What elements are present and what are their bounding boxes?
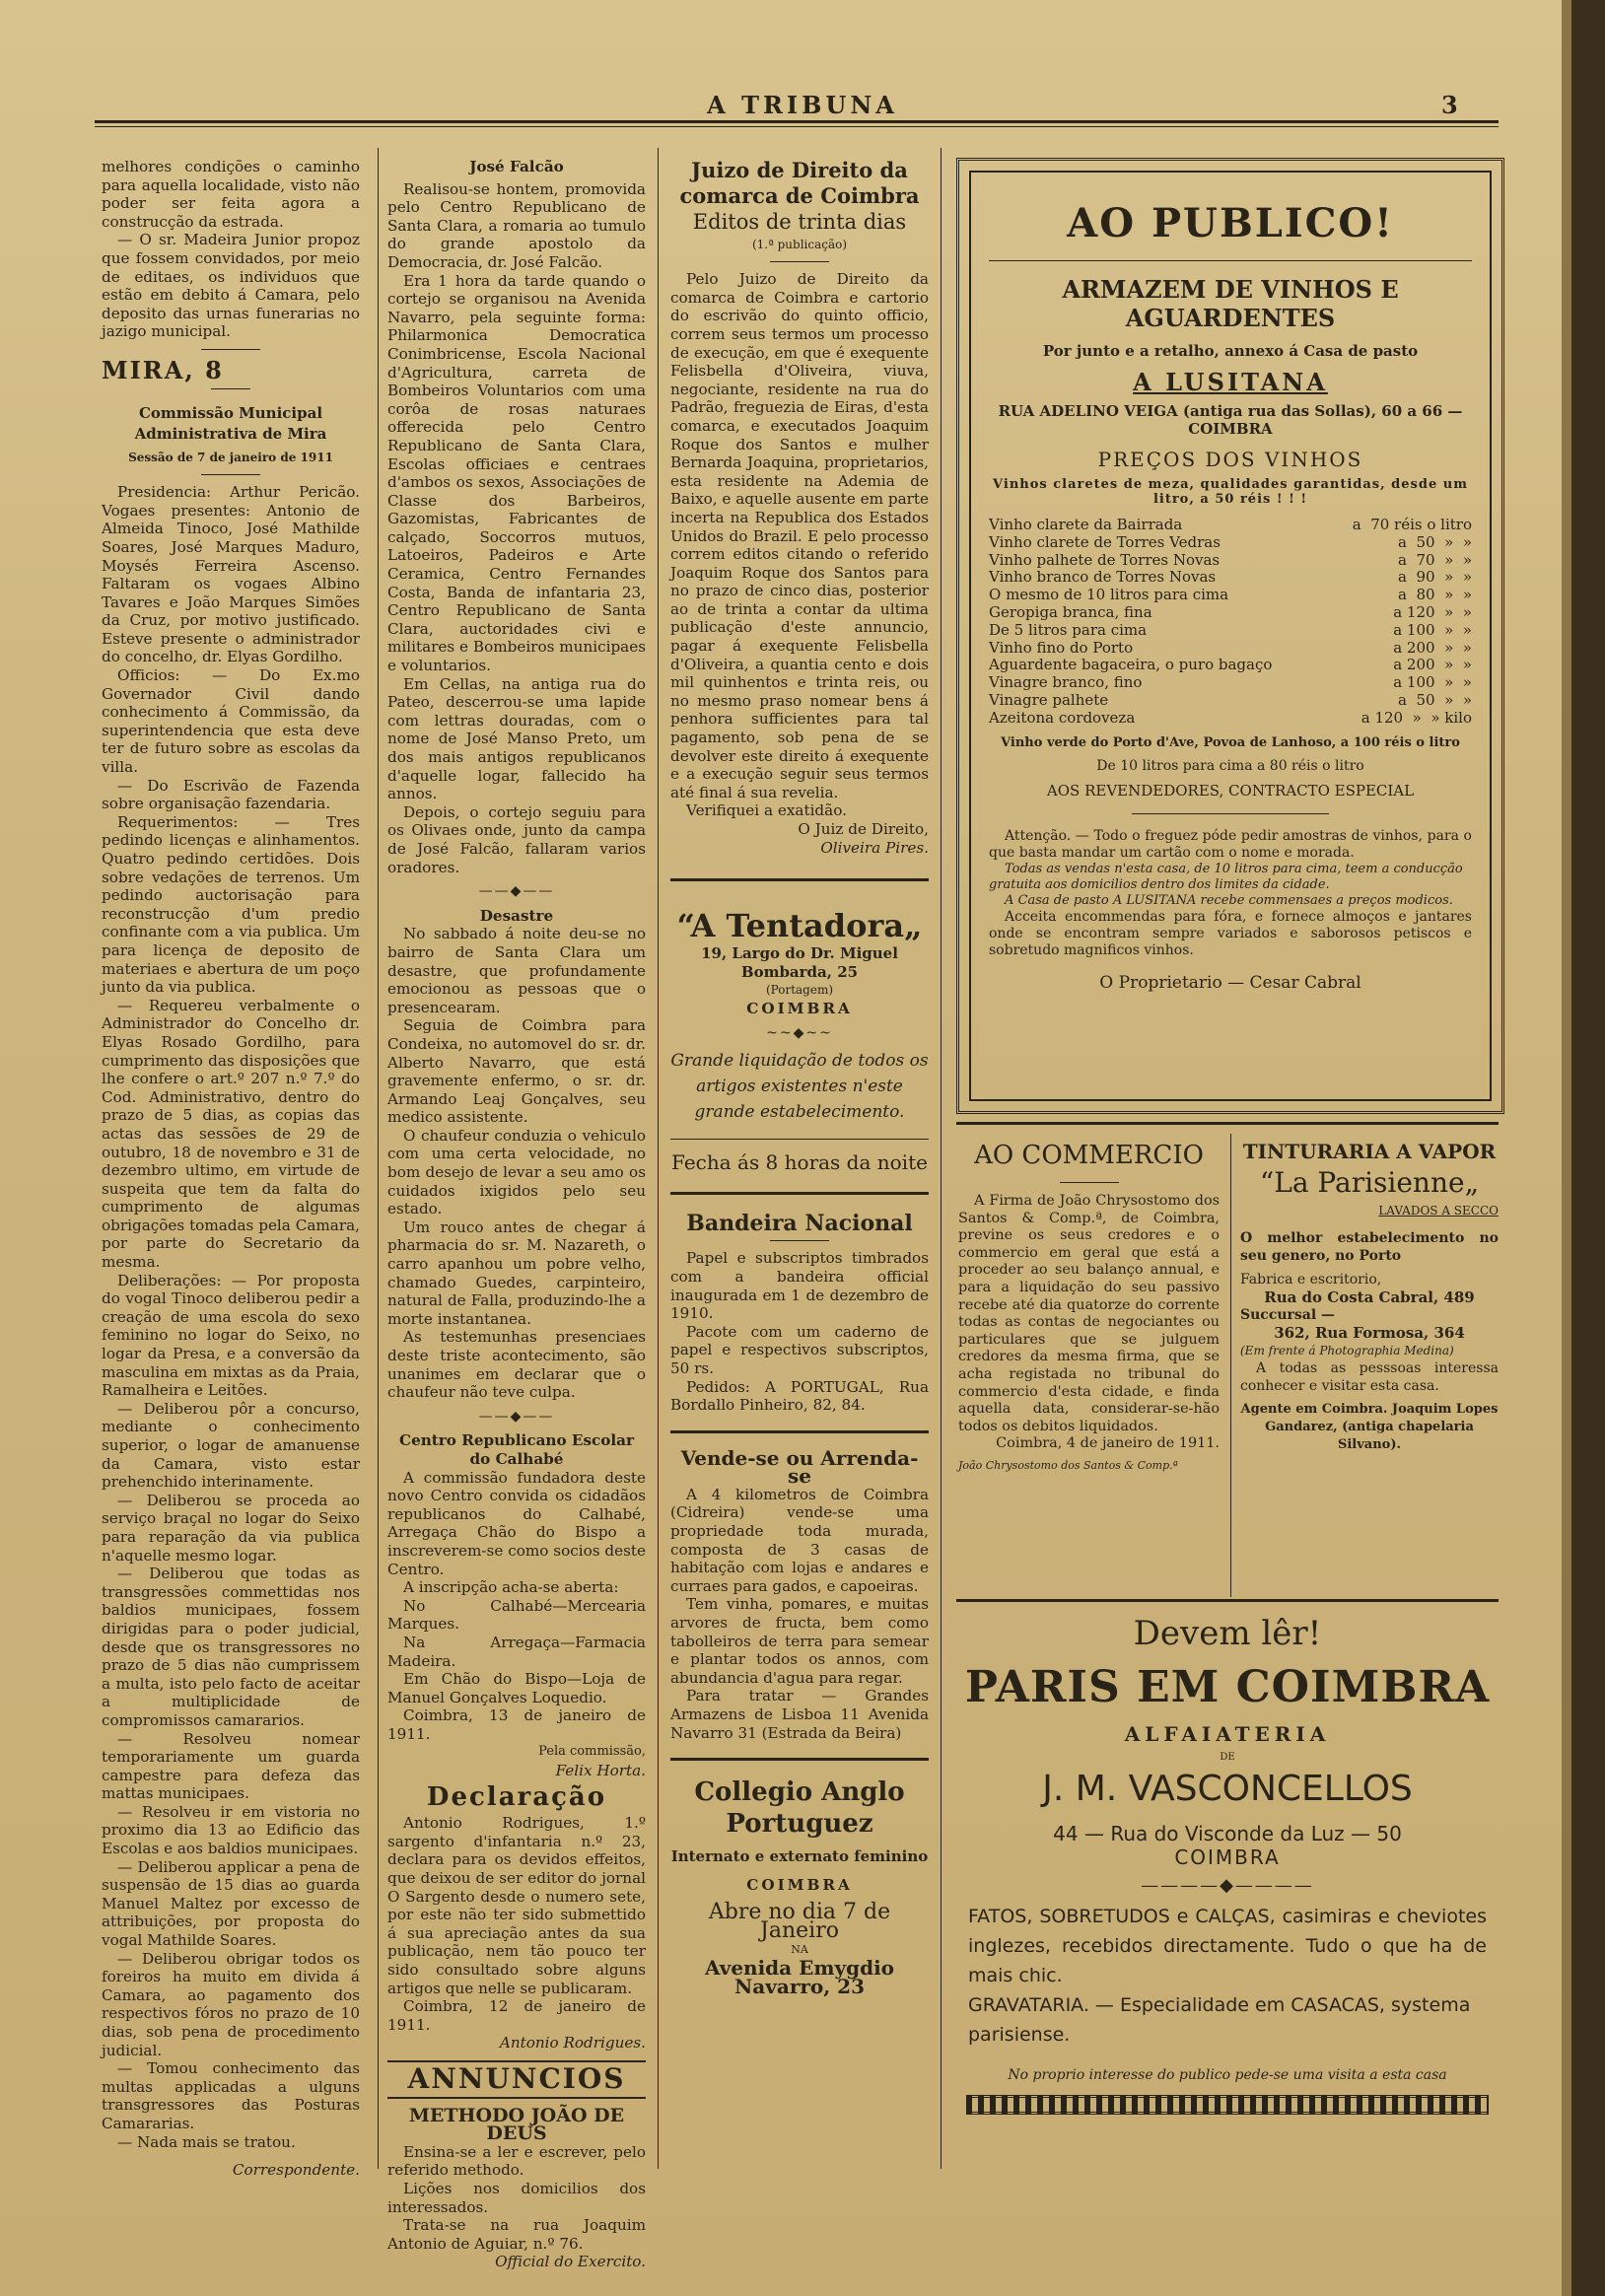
paragraph: As testemunhas presenciaes deste triste acontecimento, são unanimes em declarar que o chaufeur não teve culpa. (387, 1328, 646, 1402)
paragraph: — Deliberou que todas as transgressões commettidas nos baldios municipaes, fossem dirigidas para o poder judicial, desde que os transgressores no prazo de 5 dias não cumprissem a multa, isto pelo facto de aceitar a multiplicidade de compromissos camararios. (102, 1565, 360, 1729)
prices-note: Vinhos claretes de meza, qualidades garantidas, desde um litro, a 50 réis ! ! ! (993, 477, 1468, 507)
paragraph: A todas as pesssoas interessa conhecer e visitar esta casa. (1240, 1360, 1499, 1394)
paragraph: A Casa de pasto A LUSITANA recebe commensaes a preços modicos. (1005, 892, 1453, 908)
ad-subtitle: ARMAZEM DE VINHOS E AGUARDENTES (1062, 275, 1399, 332)
signature: João Chrysostomo dos Santos & Comp.ª (958, 1458, 1178, 1472)
price-value: a 70 réis o litro (1352, 516, 1472, 533)
price-item: Vinho clarete da Bairrada (989, 516, 1183, 533)
signature: Felix Horta. (555, 1762, 646, 1780)
ad-address: Rua do Costa Cabral, 489 (1264, 1288, 1475, 1306)
column-1 (102, 158, 360, 2180)
signature: Official do Exercito. (495, 2253, 646, 2271)
ad-inner-frame (969, 171, 1492, 1101)
ad-text: Fecha ás 8 horas da noite (671, 1150, 928, 1175)
ad-text: Succursal — (1240, 1307, 1336, 1323)
paragraph: Pacote com um caderno de papel e respectivos subscriptos, 50 rs. (670, 1322, 929, 1377)
price-item: Vinho clarete de Torres Vedras (989, 532, 1221, 551)
paragraph: Realisou-se hontem, promovida pelo Centro Republicano de Santa Clara, a romaria ao tumulo do grande apostolo da Democracia, dr. José Falcão. (387, 179, 646, 271)
price-item: O mesmo de 10 litros para cima (989, 586, 1229, 604)
paragraph: Deliberações: — Por proposta do vogal Tinoco deliberou pedir a creação de uma escola do sexo feminino no logar do Seixo, no logar da Presa, e a conversão da masculina em mixtas as da Praia, Ramalheira e Leitões. (102, 1271, 360, 1400)
paragraph: Presidencia: Arthur Pericão. Vogaes presentes: Antonio de Almeida Tinoco, José Mathilde Soares, José Marques Maduro, Moysés Ferreira Ascenso. Faltaram os vogaes Albino Tavares e João Marques Simões da Cruz, por motivo justificado. Esteve presente o administrador do concelho, dr. Elyas Gordilho. (102, 483, 360, 666)
paragraph: Em Cellas, na antiga rua do Pateo, descerrou-se uma lapide com lettras douradas, com o nome de José Manso Preto, um dos mais antigos republicanos d'aquelle logar, fallecido ha annos. (387, 674, 646, 803)
ad-text: LAVADOS A SECCO (1378, 1204, 1499, 1218)
rule (387, 2097, 646, 2099)
price-item: Vinho fino do Porto (989, 638, 1134, 657)
ad-text: NA (791, 1942, 808, 1956)
ad-text: FATOS, SOBRETUDOS e CALÇAS, casimiras e cheviotes inglezes, recebidos directamente. Tudo o que ha de mais chic. (968, 1906, 1487, 1986)
paris-em-coimbra-ad (956, 1612, 1499, 2115)
ad-text: GRAVATARIA. — Especialidade em CASACAS, systema parisiense. (968, 1994, 1471, 2046)
ad-address: 362, Rua Formosa, 364 (1274, 1324, 1465, 1342)
price-row (989, 517, 1472, 534)
paragraph: melhores condições o caminho para aquella localidade, visto não poder ser feita agora a construcção da estrada. (102, 158, 360, 231)
column-rule (378, 148, 379, 2169)
price-item: Aguardente bagaceira, o puro bagaço (989, 656, 1273, 674)
paragraph: Um rouco antes de chegar á pharmacia do sr. M. Nazareth, o carro apanhou um pobre velho, chamado Guedes, carpinteiro, natural de Falla, produzindo-lhe a morte instantanea. (387, 1218, 646, 1328)
paragraph: A Firma de João Chrysostomo dos Santos & Comp.ª, de Coimbra, previne os seus credores e o commercio em geral que está a proceder ao seu balanço annual, e para a liquidação do seu passivo recebe até dia quatorze do corrente todas as contas de negociantes ou particulares que se julguem credores da mesma firma, que se acha registada no tribunal do commercio d'esta cidade, e finda aquella data, considerar-se-hão todos os debitos liquidados. (958, 1193, 1220, 1434)
newspaper-title: A TRIBUNA (707, 91, 898, 119)
paragraph: No sabbado á noite deu-se no bairro de Santa Clara um desastre, que profundamente emocionou as pessoas que o presencearam. (387, 925, 646, 1016)
ornament: ~~◆~~ (766, 1024, 833, 1041)
paragraph: Coimbra, 4 de janeiro de 1911. (996, 1435, 1220, 1452)
ad-line: Por junto e a retalho, annexo á Casa de pasto (1042, 342, 1419, 360)
place-heading: MIRA, 8 (102, 355, 224, 384)
paragraph: Verifiquei a exatidão. (686, 801, 847, 820)
article-heading: Desastre (479, 906, 554, 925)
ad-heading: Vende-se ou Arrenda-se (680, 1445, 919, 1489)
ao-commercio-ad (958, 1139, 1220, 1475)
price-value: a 50 » » (1398, 532, 1472, 551)
ad-text: DE (1220, 1752, 1235, 1763)
paragraph: Era 1 hora da tarde quando o cortejo se organisou na Avenida Navarro, pela seguinte forma: Philarmonica Democratica Conimbricense, Escola Nacional d'Agricultura, carreta de Bombeiros Voluntarios com uma corôa de rosas naturaes offerecida pelo Centro Republicano de Santa Clara, Escolas officiaes e centraes d'ambos os sexos, Associações de Classe dos Barbeiros, Gazomistas, Fabricantes de calçado, Soccorros mutuos, Latoeiros, Padeiros e Arte Ceramica, Centro Fernandes Costa, Banda de infantaria 23, Centro Republicano de Santa Clara, auctoridades civi e militares e Bombeiros municipaes e voluntarios. (387, 271, 646, 675)
rule (670, 878, 929, 881)
paragraph: — Tomou conhecimento das multas applicadas a ulguns transgressores das Posturas Camararias. (102, 2059, 360, 2132)
price-row (989, 640, 1472, 658)
article-heading: Declaração (426, 1781, 607, 1812)
column-3 (670, 158, 929, 1998)
paragraph: — Do Escrivão de Fazenda sobre organisação fazendaria. (102, 776, 360, 813)
ad-title: AO PUBLICO! (1067, 200, 1394, 246)
paragraph: Ensina-se a ler e escrever, pelo referido methodo. (387, 2142, 646, 2180)
ad-heading: Bandeira Nacional (686, 1210, 913, 1236)
rule (989, 260, 1472, 261)
price-item: Azeitona cordoveza (989, 708, 1136, 727)
price-value: a 80 » » (1398, 586, 1472, 604)
ad-heading: METHODO JOÃO DE DEUS (408, 2104, 625, 2145)
ad-text: (Em frente á Photographia Medina) (1240, 1344, 1454, 1357)
paragraph: Officios: — Do Ex.mo Governador Civil dando conhecimento á Commissão, da superintendencia que esta deve ter de futuro sobre as escolas da villa. (102, 666, 360, 777)
paragraph: — Resolveu nomear temporariamente um guarda campestre para defeza das mattas municipaes. (102, 1729, 360, 1803)
ad-address: Avenida Emygdio Navarro, 23 (704, 1956, 895, 1998)
ad-city: COIMBRA (746, 1875, 853, 1894)
rule (670, 1192, 929, 1195)
ad-text: Agente em Coimbra. Joaquim Lopes Gandarez, (antiga chapelaria Silvano). (1240, 1402, 1499, 1452)
paragraph: — O sr. Madeira Junior propoz que fossem convidados, por meio de editaes, os individuos que estão em debito á Camara, pelo deposito das urnas funerarias no jazigo municipal. (102, 231, 360, 341)
paragraph: Todas as vendas n'esta casa, de 10 litros para cima, teem a conducção gratuita aos domicilios dentro dos limites da cidade. (989, 861, 1463, 892)
paragraph: — Resolveu ir em vistoria no proximo dia 13 ao Edificio das Escolas e aos baldios municipaes. (102, 1802, 360, 1858)
price-item: Vinagre palhete (989, 690, 1109, 709)
price-row (989, 692, 1472, 710)
paragraph: — Deliberou applicar a pena de suspensão de 15 dias ao guarda Manuel Maltez por excesso de attribuições, por proposta do vogal Mathilde Soares. (102, 1857, 360, 1950)
ornament: ——◆—— (478, 1408, 555, 1425)
prices-title: PREÇOS DOS VINHOS (1097, 448, 1363, 471)
section-heading: ANNUNCIOS (407, 2061, 626, 2095)
column-rule (1230, 1134, 1231, 1597)
price-list (989, 517, 1472, 728)
ad-heading: Collegio Anglo Portuguez (694, 1777, 905, 1840)
article-heading: Juizo de Direito da comarca de Coimbra (679, 158, 920, 208)
price-row (989, 604, 1472, 622)
paragraph: Coimbra, 13 de janeiro de 1911. (387, 1706, 646, 1743)
paragraph: Requerimentos: — Tres pedindo licenças e alinhamentos. Quatro pedindo certidões. Dois sobre vedações de terrenos. Um pedindo auctorisação para reconstrucção d'um predio confinante com a via publica. Um para licença de deposito de materiaes e abertura de um poço junto da via publica. (102, 812, 360, 997)
signature: Antonio Rodrigues. (499, 2034, 646, 2052)
paragraph: Seguia de Coimbra para Condeixa, no automovel do sr. dr. Alberto Navarro, que está gravemente enfermo, o sr. dr. Armando Leaj Gonçalves, seu medico assistente. (387, 1016, 646, 1127)
price-item: Vinho branco de Torres Novas (989, 568, 1217, 587)
rule (956, 1122, 1499, 1125)
paragraph: A commissão fundadora deste novo Centro convida os cidadãos republicanos do Calhabé, Arregaça Chão do Bispo a inscreverem-se como socios deste Centro. (387, 1468, 646, 1578)
rule (670, 1758, 929, 1761)
rule (1132, 813, 1329, 814)
article-heading: José Falcão (469, 158, 564, 175)
price-item: Vinagre branco, fino (989, 673, 1143, 692)
session-date: Sessão de 7 de janeiro de 1911 (128, 450, 333, 464)
price-item: De 5 litros para cima (989, 620, 1148, 639)
ad-heading: “A Tentadora„ (676, 907, 923, 945)
price-value: a 50 » » (1398, 690, 1472, 709)
ad-heading: Devem lêr! (1133, 1614, 1322, 1653)
price-value: a 200 » » (1393, 638, 1472, 657)
price-item: Geropiga branca, fina (989, 602, 1152, 621)
ornament: ————◆———— (1141, 1875, 1314, 1896)
column-2 (387, 158, 646, 2271)
paragraph: Lições nos domicilios dos interessados. (387, 2179, 646, 2216)
ad-city: COIMBRA (746, 999, 853, 1017)
ornament: ——◆—— (478, 883, 555, 900)
price-row (989, 622, 1472, 640)
paragraph: Para tratar — Grandes Armazens de Lisboa 11 Avenida Navarro 31 (Estrada da Beira) (670, 1687, 929, 1742)
ad-address: (Portagem) (765, 983, 834, 998)
price-value: a 90 » » (1398, 568, 1472, 587)
article-heading: Centro Republicano Escolar do Calhabé (399, 1431, 634, 1468)
header-rule-thin (95, 126, 1499, 127)
ad-title: PARIS EM COIMBRA (964, 1662, 1491, 1712)
paragraph: — Nada mais se tratou. (117, 2132, 296, 2151)
ad-text: Abre no dia 7 de Janeiro (708, 1900, 891, 1943)
signature: Oliveira Pires. (820, 838, 929, 857)
signature: Correspondente. (232, 2161, 360, 2180)
tinturaria-ad (1240, 1139, 1499, 1454)
price-row (989, 534, 1472, 552)
verde-note: Vinho verde do Porto d'Ave, Povoa de Lanhoso, a 100 réis o litro (1001, 734, 1460, 750)
ad-heading: AO COMMERCIO (974, 1141, 1204, 1170)
paragraph: Em Chão do Bispo—Loja de Manuel Gonçalves Loquedio. (387, 1670, 646, 1706)
price-value: a 70 » » (1398, 550, 1472, 569)
signature-label: Pela commissão, (538, 1744, 646, 1760)
paragraph: Coimbra, 12 de janeiro de 1911. (387, 1997, 646, 2034)
paragraph: Pedidos: A PORTUGAL, Rua Bordallo Pinheiro, 82, 84. (670, 1377, 929, 1415)
ad-text: O melhor estabelecimento no seu genero, no Porto (1240, 1230, 1499, 1264)
paragraph: Attenção. — Todo o freguez póde pedir amostras de vinhos, para o que basta mandar um cartão com o nome e morada. (989, 827, 1472, 861)
paragraph: — Requereu verbalmente o Administrador do Concelho dr. Elyas Rosado Gordilho, para cumprimento das disposições que lhe confere o art.º 207 n.º 7.º do Cod. Administrativo, dentro do prazo de 5 dias, as copias das actas das sessões de 29 de outubro, 18 de novembro e 31 de dezembro ultimo, em virtude de suspeita que tem da falta do cumprimento de algumas obrigações tomadas pela Camara, por parte do Secretario da mesma. (102, 996, 360, 1272)
page-number: 3 (1441, 91, 1458, 119)
price-row (989, 710, 1472, 728)
ad-subtitle: ALFAIATERIA (1124, 1722, 1331, 1746)
paragraph: Na Arregaça—Farmacia Madeira. (387, 1633, 646, 1670)
rule (670, 1139, 929, 1140)
paragraph: A inscripção acha-se aberta: (403, 1578, 619, 1597)
article-subheading: Editos de trinta dias (692, 210, 907, 234)
paragraph: Depois, o cortejo seguiu para os Olivaes onde, junto da campa de José Falcão, fallaram varios oradores. (387, 802, 646, 876)
owner: O Proprietario — Cesar Cabral (1099, 972, 1361, 993)
page-edge-shadow (1562, 0, 1571, 2296)
paragraph: — Deliberou obrigar todos os foreiros ha muito em divida á Camara, ao pagamento dos respectivos fóros no prazo de 10 dias, sob pena de procedimento judicial. (102, 1949, 360, 2059)
separator (1060, 1182, 1119, 1183)
paragraph: Acceita encommendas para fóra, e fornece almoços e jantares onde se encontram sempre variados e saborosos petiscos e sobretudo magnificos vinhos. (989, 908, 1472, 958)
shop-name: A LUSITANA (1133, 368, 1328, 396)
ad-text: Fabrica e escritorio, (1240, 1272, 1382, 1287)
publication-note: (1.ª publicação) (751, 237, 848, 251)
paragraph: Antonio Rodrigues, 1.º sargento d'infantaria n.º 23, declara para os devidos effeitos, que deixou de ser editor do jornal O Sargento desde o numero sete, por este não ter sido submettido á sua apreciação antes da sua publicação, nem tão pouco ter sido consultado sobre alguns artigos que nelle se publicaram. (387, 1814, 646, 1997)
ad-name: “La Parisienne„ (1259, 1166, 1480, 1199)
separator (201, 349, 260, 350)
paragraph: No Calhabé—Mercearia Marques. (387, 1596, 646, 1634)
ad-address: 19, Largo do Dr. Miguel Bombarda, 25 (701, 944, 898, 981)
paragraph: Pelo Juizo de Direito da comarca de Coimbra e cartorio do escrivão do quinto officio, correm seus termos um processo de execução, em que é exequente Felisbella d'Oliveira, viuva, negociante, residente na rua do Padrão, freguezia de Eiras, d'esta comarca, e executados Joaquim Roque dos Santos e mulher Bernarda Joaquina, proprietarios, esta residente na Ademia de Baixo, e aquelle ausente em parte incerta na Republica dos Estados Unidos do Brazil. E pelo processo correm editos citando o referido Joaquim Roque dos Santos para no prazo de cinco dias, posterior ao de trinta a contar da ultima publicação d'este annuncio, pagar á exequente Felisbella d'Oliveira, a quantia cento e dois mil quinhentos e trinta reis, ou no mesmo praso nomear bens á penhora sufficientes para tal pagamento, sob pena de se devolver este direito á exequente e a execução seguir seus termos até final á sua revelia. (670, 270, 929, 801)
ad-name: J. M. VASCONCELLOS (1042, 1769, 1413, 1809)
ad-city: COIMBRA (1174, 1845, 1281, 1869)
price-row (989, 587, 1472, 604)
ad-footer: No proprio interesse do publico pede-se uma visita a esta casa (1008, 2067, 1447, 2083)
separator (201, 474, 260, 475)
signature-label: O Juiz de Direito, (798, 820, 929, 838)
page-edge (1571, 0, 1605, 2296)
separator (770, 261, 829, 262)
price-row (989, 674, 1472, 692)
ad-address: 44 — Rua do Visconde da Luz — 50 (1053, 1822, 1402, 1845)
header-rule (95, 120, 1499, 123)
price-value: a 100 » » (1393, 673, 1472, 692)
paragraph: Trata-se na rua Joaquim Antonio de Aguiar, n.º 76. (387, 2216, 646, 2253)
price-row (989, 552, 1472, 570)
ornamental-border (966, 2095, 1489, 2115)
ad-text: Internato e externato feminino (670, 1847, 929, 1866)
column-rule (658, 148, 659, 2169)
ao-publico-ad (956, 158, 1504, 1114)
revendedores: AOS REVENDEDORES, CONTRACTO ESPECIAL (1046, 781, 1415, 800)
ad-text: Grande liquidação de todos os artigos existentes n'este grande estabelecimento. (670, 1051, 929, 1123)
column-rule (941, 148, 942, 2169)
rule (670, 1430, 929, 1433)
paragraph: A 4 kilometros de Coimbra (Cidreira) vende-se uma propriedade toda murada, composta de 3 casas de habitação com lojas e andares e curraes para gados, e capoeiras. (670, 1485, 929, 1595)
verde-note-2: De 10 litros para cima a 80 réis o litro (1096, 757, 1364, 774)
separator (211, 388, 250, 389)
price-item: Vinho palhete de Torres Novas (989, 550, 1221, 569)
price-row (989, 657, 1472, 674)
shop-address: RUA ADELINO VEIGA (antiga rua das Sollas), 60 a 66 — COIMBRA (998, 402, 1463, 438)
section-heading: Commissão Municipal Administrativa de Mira (134, 403, 327, 443)
paragraph: Papel e subscriptos timbrados com a bandeira official inaugurada em 1 de dezembro de 1910. (670, 1249, 929, 1323)
price-row (989, 569, 1472, 587)
separator (770, 1240, 829, 1241)
paragraph: O chaufeur conduzia o vehiculo com uma certa velocidade, no bom desejo de levar a seu amo os cuidados ixigidos pelo seu estado. (387, 1126, 646, 1218)
rule (956, 1599, 1499, 1602)
paragraph: — Deliberou se proceda ao serviço braçal no logar do Seixo para reparação da via publica n'aquelle mesmo logar. (102, 1491, 360, 1565)
price-value: a 100 » » (1393, 620, 1472, 639)
price-value: a 120 » » kilo (1361, 708, 1472, 727)
ad-heading: TINTURARIA A VAPOR (1242, 1140, 1497, 1163)
price-value: a 200 » » (1393, 656, 1472, 674)
price-value: a 120 » » (1393, 602, 1472, 621)
paragraph: Tem vinha, pomares, e muitas arvores de fructa, bem como tabolleiros de terra para semear e plantar todos os annos, com abundancia d'agua para regar. (670, 1595, 929, 1687)
paragraph: — Deliberou pôr a concurso, mediante o conhecimento superior, o logar de amanuense da Camara, visto estar prehenchido interinamente. (102, 1399, 360, 1492)
